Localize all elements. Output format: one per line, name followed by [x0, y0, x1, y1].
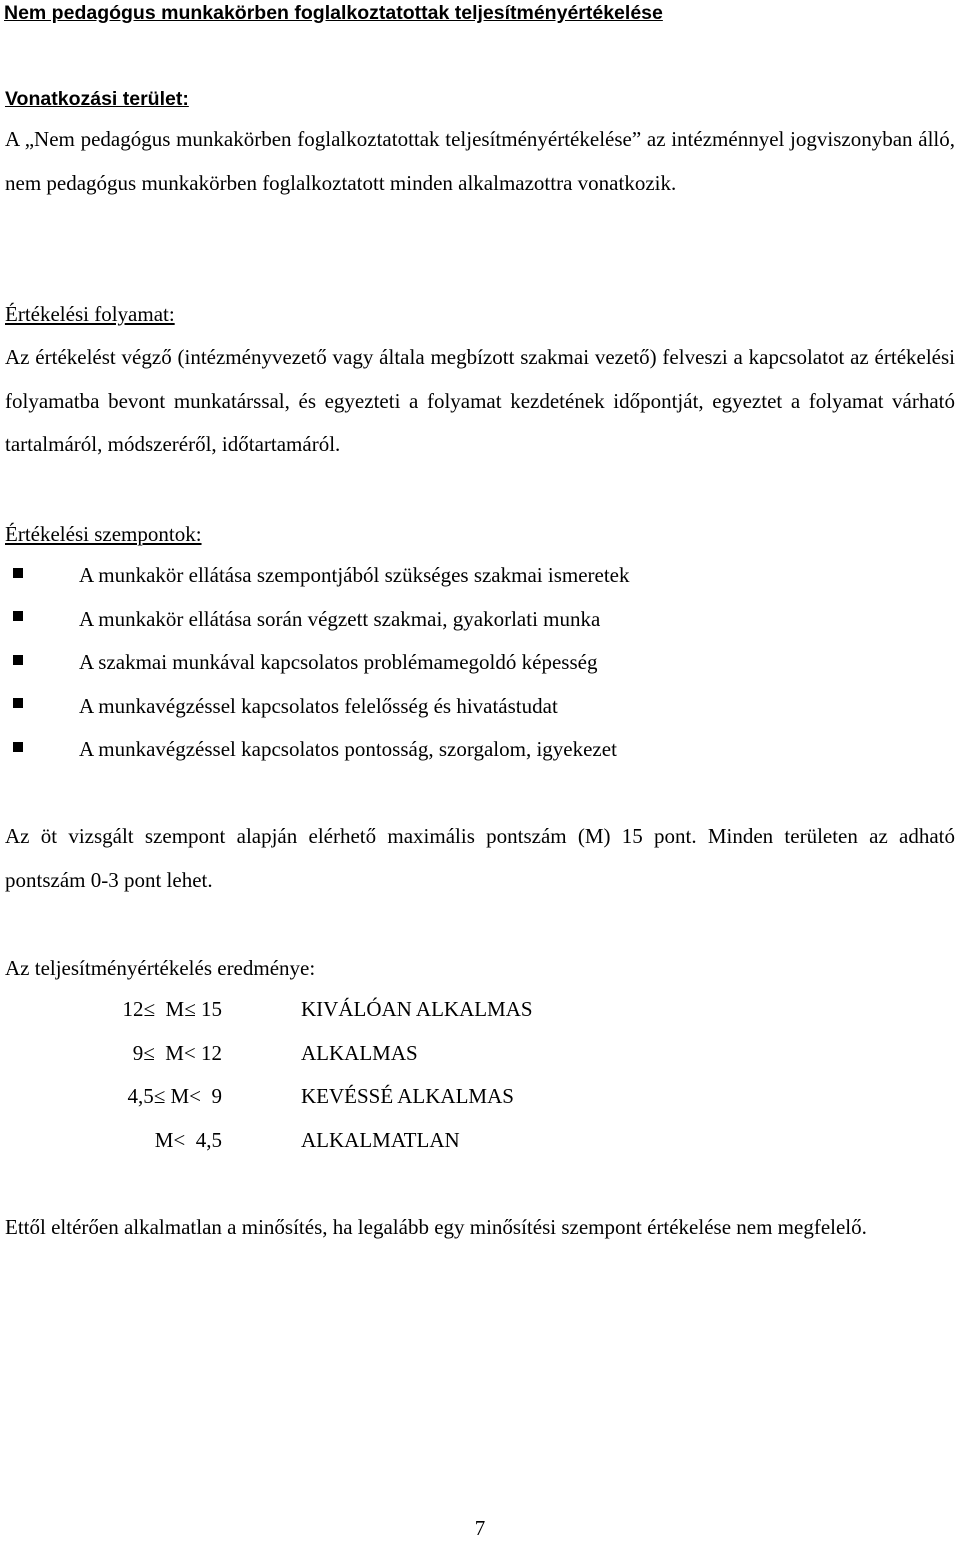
- criteria-item: [5, 598, 630, 642]
- criteria-item-text: A szakmai munkával kapcsolatos problémamegoldó képesség: [79, 650, 598, 674]
- bullet-square-icon: [13, 611, 23, 621]
- result-range: 12≤ M≤ 15: [122, 997, 222, 1021]
- scope-paragraph: A „Nem pedagógus munkakörben foglalkoztatottak teljesítményértékelése” az intézménnyel jogviszonyban álló, nem pedagógus munkakörben foglalkoztatott minden alkalmazottra vonatkozik.: [5, 127, 955, 195]
- criteria-heading: Értékelési szempontok:: [5, 522, 202, 546]
- criteria-item: [5, 641, 630, 685]
- criteria-item-text: A munkavégzéssel kapcsolatos felelősség és hivatástudat: [79, 693, 558, 718]
- bullet-square-icon: [13, 698, 23, 708]
- result-row: [0, 988, 700, 1032]
- scope-heading: Vonatkozási terület:: [5, 88, 189, 110]
- result-label: KEVÉSSÉ ALKALMAS: [301, 1084, 514, 1108]
- bullet-square-icon: [13, 568, 23, 578]
- criteria-item-text: A munkavégzéssel kapcsolatos pontosság, szorgalom, igyekezet: [79, 737, 617, 761]
- criteria-list: [5, 554, 630, 772]
- result-table: [0, 988, 700, 1162]
- result-row: [0, 1075, 700, 1119]
- criteria-item: [5, 554, 630, 598]
- process-heading: Értékelési folyamat:: [5, 302, 175, 326]
- criteria-item: [5, 728, 630, 772]
- document-title: Nem pedagógus munkakörben foglalkoztatottak teljesítményértékelése: [4, 2, 663, 24]
- result-heading: Az teljesítményértékelés eredménye:: [5, 956, 316, 980]
- bullet-square-icon: [13, 655, 23, 665]
- page-number: 7: [474, 1516, 486, 1540]
- result-range: M< 4,5: [154, 1127, 222, 1152]
- result-label: ALKALMATLAN: [301, 1127, 460, 1152]
- result-row: [0, 1032, 700, 1076]
- criteria-item-text: A munkakör ellátása során végzett szakmai, gyakorlati munka: [79, 606, 601, 631]
- criteria-item: [5, 685, 630, 729]
- score-paragraph: Az öt vizsgált szempont alapján elérhető maximális pontszám (M) 15 pont. Minden területen az adható pontszám 0-3 pont lehet.: [5, 824, 955, 892]
- result-label: KIVÁLÓAN ALKALMAS: [301, 997, 533, 1021]
- result-range: 9≤ M< 12: [132, 1040, 222, 1065]
- process-paragraph: Az értékelést végző (intézményvezető vagy általa megbízott szakmai vezető) felveszi a kapcsolatot az értékelési folyamatba bevont munkatárssal, és egyezteti a folyamat kezdetének időpontját, egyeztet a folyamat várható tartalmáról, módszeréről, időtartamáról.: [5, 345, 955, 456]
- criteria-item-text: A munkakör ellátása szempontjából szükséges szakmai ismeretek: [79, 563, 630, 587]
- bullet-square-icon: [13, 742, 23, 752]
- result-range: 4,5≤ M< 9: [127, 1084, 222, 1108]
- result-label: ALKALMAS: [301, 1040, 418, 1065]
- result-row: [0, 1119, 700, 1163]
- closing-paragraph: Ettől eltérően alkalmatlan a minősítés, ha legalább egy minősítési szempont értékelése nem megfelelő.: [5, 1215, 867, 1239]
